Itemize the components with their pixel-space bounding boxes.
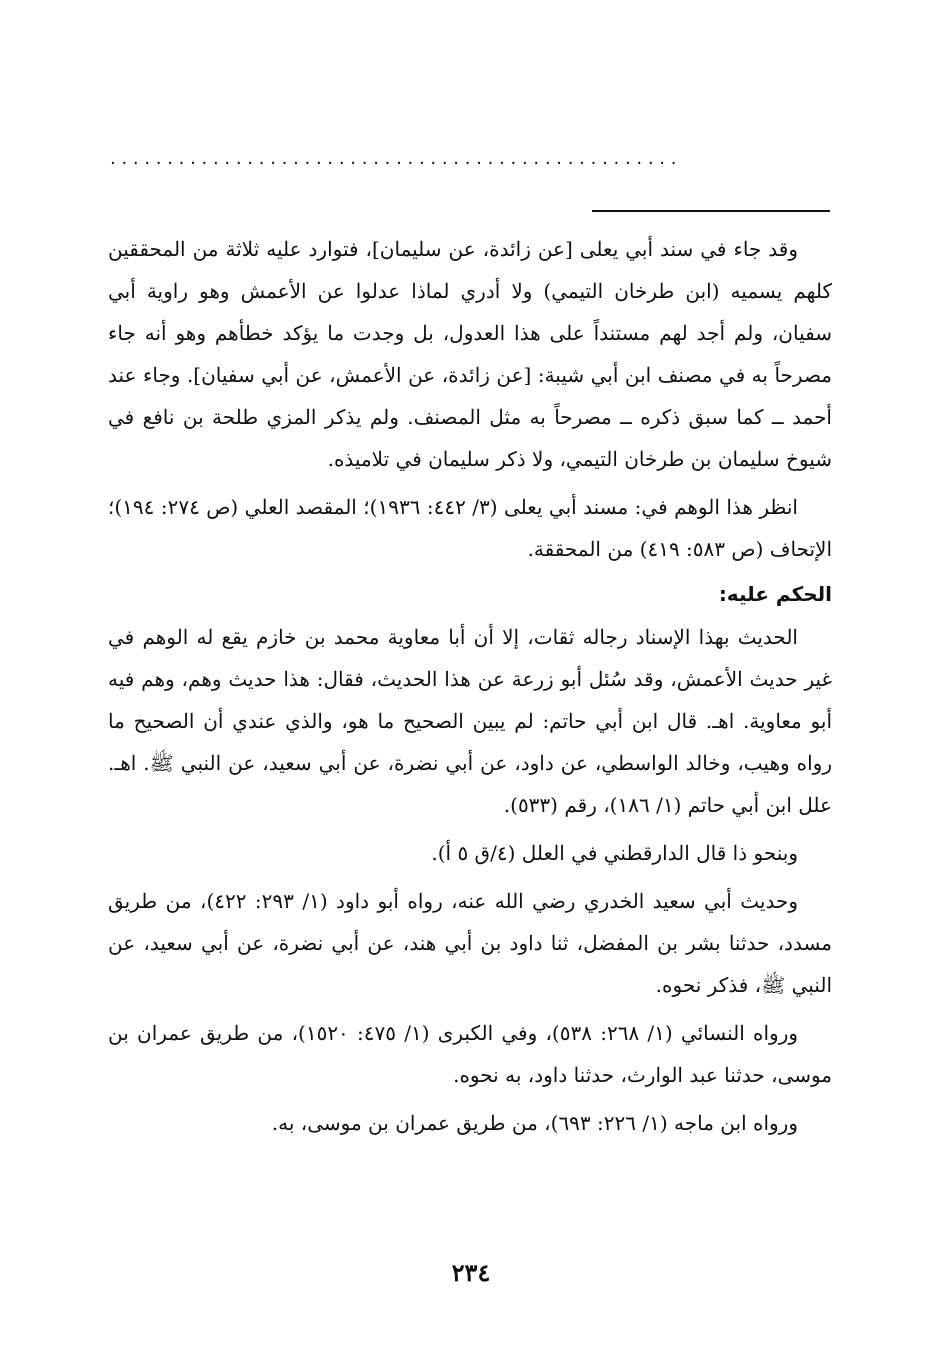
paragraph-6: ورواه النسائي (١/ ٢٦٨: ٥٣٨)، وفي الكبرى (١/ ٤٧٥: ١٥٢٠)، من طريق عمران بن موسى، حدثنا عبد الوارث، حدثنا داود، به نحوه.	[108, 1021, 832, 1087]
paragraph-4: وبنحو ذا قال الدارقطني في العلل (٤/ق ٥ أ).	[431, 841, 798, 865]
paragraph-2: انظر هذا الوهم في: مسند أبي يعلى (٣/ ٤٤٢: ١٩٣٦)؛ المقصد العلي (ص ٢٧٤: ١٩٤)؛ الإتحاف (ص ٥٨٣: ٤١٩) من المحققة.	[108, 495, 832, 561]
paragraph-7: ورواه ابن ماجه (١/ ٢٢٦: ٦٩٣)، من طريق عمران بن موسى، به.	[271, 1111, 798, 1135]
footnote-rule	[592, 210, 830, 212]
page-body	[108, 228, 832, 1150]
paragraph-5: وحديث أبي سعيد الخدري رضي الله عنه، رواه أبو داود (١/ ٢٩٣: ٤٢٢)، من طريق مسدد، حدثنا بشر بن المفضل، ثنا داود بن أبي هند، عن أبي نضرة، عن أبي سعيد، عن النبي ﷺ، فذكر نحوه.	[108, 889, 832, 997]
section-heading: الحكم عليه:	[718, 582, 832, 606]
paragraph-3: الحديث بهذا الإسناد رجاله ثقات، إلا أن أبا معاوية محمد بن خازم يقع له الوهم في غير حديث الأعمش، وقد سُئل أبو زرعة عن هذا الحديث، فقال: هذا حديث وهم، وهم فيه أبو معاوية. اهـ. قال ابن أبي حاتم: لم يبين الصحيح ما هو، والذي عندي أن الصحيح ما رواه وهيب، وخالد الواسطي، عن داود، عن أبي نضرة، عن أبي سعيد، عن النبي ﷺ. اهـ. علل ابن أبي حاتم (١/ ١٨٦)، رقم (٥٣٣).	[108, 625, 832, 817]
paragraph-1: وقد جاء في سند أبي يعلى [عن زائدة، عن سليمان]، فتوارد عليه ثلاثة من المحققين كلهم يسميه (ابن طرخان التيمي) ولا أدري لماذا عدلوا عن الأعمش وهو راوية أبي سفيان، ولم أجد لهم مستنداً على هذا العدول، بل وجدت ما يؤكد خطأهم وهو أنه جاء مصرحاً به في مصنف ابن أبي شيبة: [عن زائدة، عن الأعمش، عن أبي سفيان]. وجاء عند أحمد ــ كما سبق ذكره ــ مصرحاً به مثل المصنف. ولم يذكر المزي طلحة بن نافع في شيوخ سليمان بن طرخان التيمي، ولا ذكر سليمان في تلاميذه.	[108, 237, 833, 471]
page-number: ٢٣٤	[451, 1258, 491, 1287]
separator-dots: . . . . . . . . . . . . . . . . . . . . . . . . . . . . . . . . . . . . . . . . . . . . . . . . . .	[110, 148, 677, 168]
